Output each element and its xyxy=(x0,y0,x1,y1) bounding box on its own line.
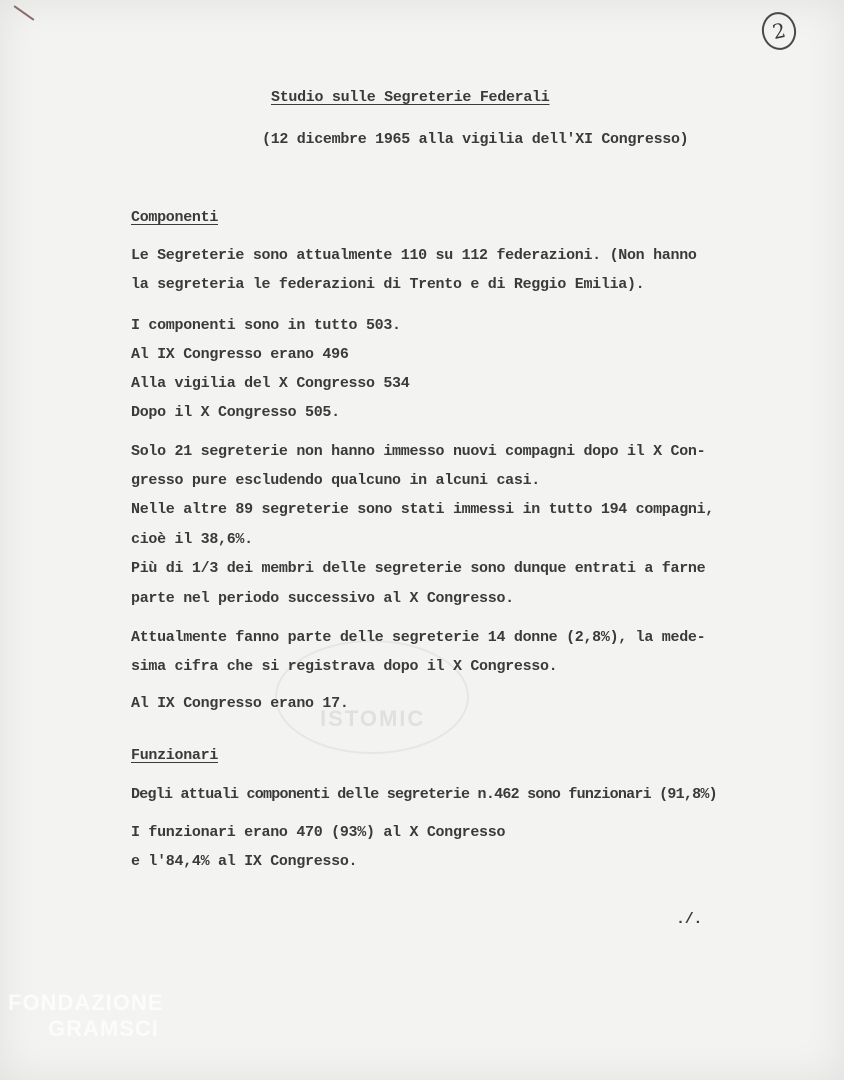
fondazione-gramsci-logo xyxy=(8,990,163,1042)
section-heading-funzionari: Funzionari xyxy=(131,747,219,764)
corner-mark xyxy=(14,5,35,20)
logo-line-1: FONDAZIONE xyxy=(8,990,164,1015)
text-line: Dopo il X Congresso 505. xyxy=(131,404,340,421)
text-line: Più di 1/3 dei membri delle segreterie sono dunque entrati a farne xyxy=(131,560,706,577)
text-line: e l'84,4% al IX Congresso. xyxy=(131,853,358,870)
continuation-mark: ./. xyxy=(676,911,703,928)
text-line: Solo 21 segreterie non hanno immesso nuovi compagni dopo il X Con- xyxy=(131,443,706,460)
section-heading-componenti: Componenti xyxy=(131,209,219,226)
text-line: Degli attuali componenti delle segreterie n.462 sono funzionari (91,8%) xyxy=(131,786,717,803)
text-line: cioè il 38,6%. xyxy=(131,531,253,548)
logo-line-2: GRAMSCI xyxy=(48,1016,159,1041)
text-line: Al IX Congresso erano 496 xyxy=(131,346,349,363)
page-number: 2 xyxy=(758,9,799,53)
text-line: Attualmente fanno parte delle segreterie 14 donne (2,8%), la mede- xyxy=(131,629,706,646)
document-subtitle: (12 dicembre 1965 alla vigilia dell'XI Congresso) xyxy=(262,131,689,148)
text-line: Le Segreterie sono attualmente 110 su 112 federazioni. (Non hanno xyxy=(131,247,697,264)
text-line: Alla vigilia del X Congresso 534 xyxy=(131,375,410,392)
text-line: Nelle altre 89 segreterie sono stati immessi in tutto 194 compagni, xyxy=(131,501,714,518)
text-line: sima cifra che si registrava dopo il X Congresso. xyxy=(131,658,558,675)
text-line: la segreteria le federazioni di Trento e di Reggio Emilia). xyxy=(131,276,645,293)
text-line: parte nel periodo successivo al X Congresso. xyxy=(131,590,514,607)
text-line: I funzionari erano 470 (93%) al X Congresso xyxy=(131,824,506,841)
text-line: gresso pure escludendo qualcuno in alcuni casi. xyxy=(131,472,540,489)
archive-stamp-text: ISTOMIC xyxy=(320,706,426,731)
text-line: I componenti sono in tutto 503. xyxy=(131,317,401,334)
text-line: Al IX Congresso erano 17. xyxy=(131,695,349,712)
document-title: Studio sulle Segreterie Federali xyxy=(271,89,550,106)
